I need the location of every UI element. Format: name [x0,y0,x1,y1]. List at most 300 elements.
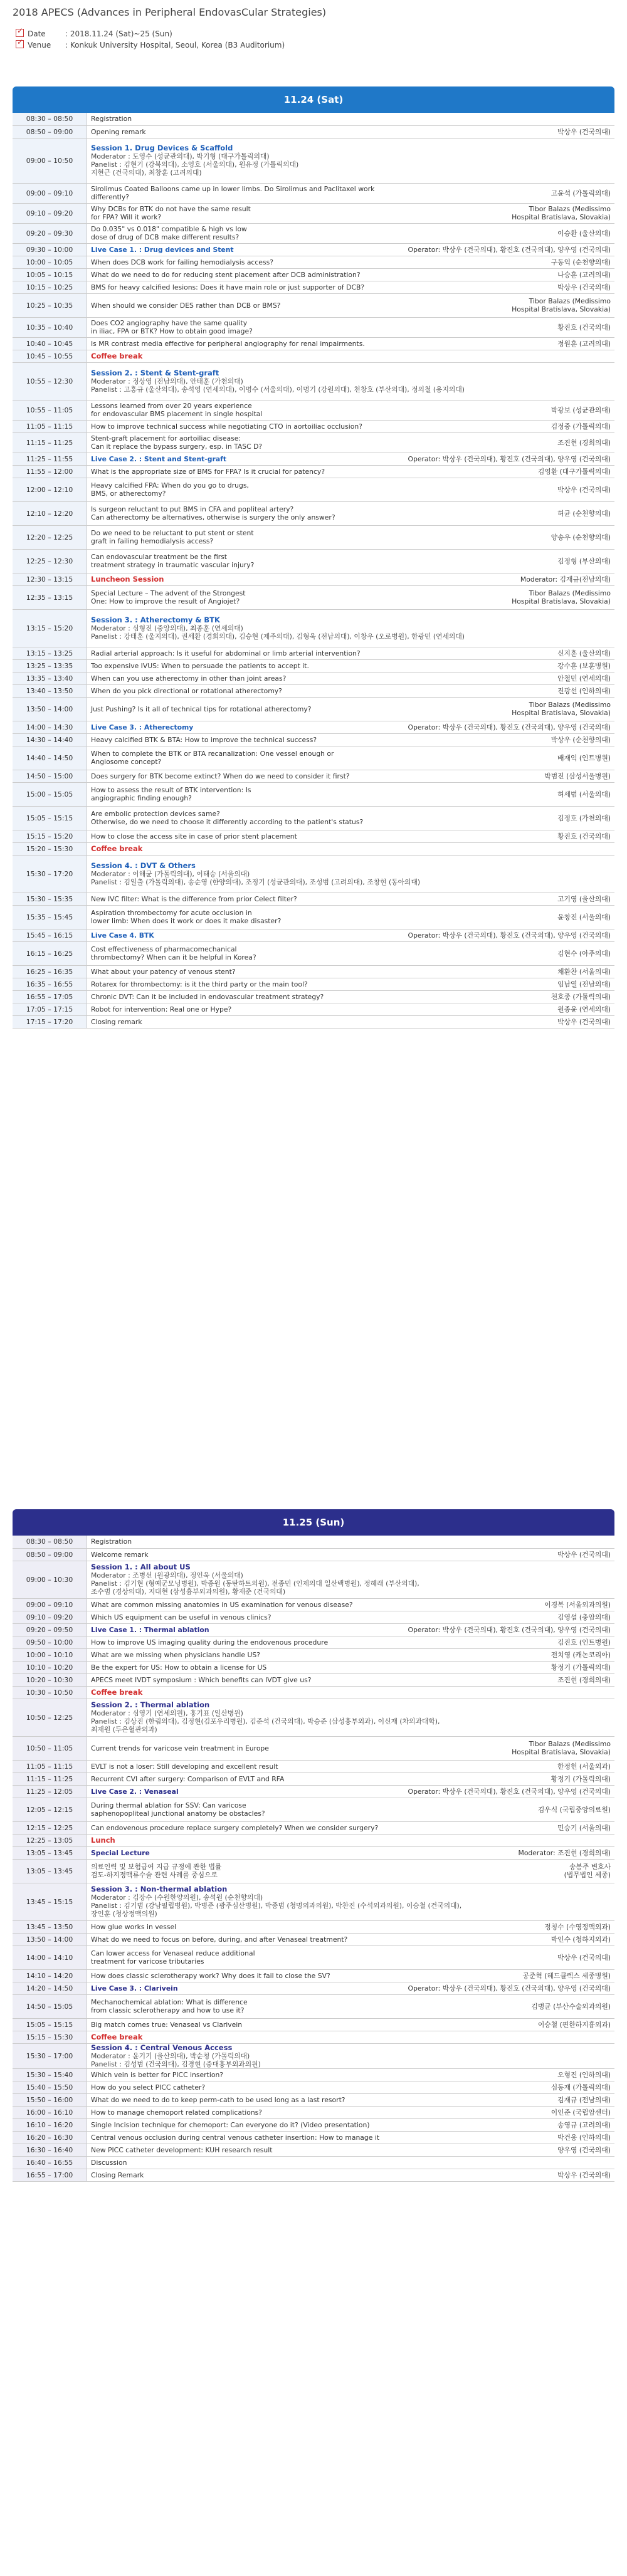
talk-title: Closing remark [91,1017,142,1026]
schedule-row [13,256,614,268]
talk-title: Is surgeon reluctant to put BMS in CFA and popliteal artery? Can atherectomy be alternatives, otherwise is surgery the only answer? [91,505,335,521]
time-cell: 16:25 – 16:35 [13,965,87,978]
talk-row [91,1663,611,1672]
talk-row [91,2033,611,2041]
talk-title: Big match comes true: Venaseal vs Clarivein [91,2020,243,2029]
live-case-title: Live Case 1. : Drug devices and Stent [91,245,234,254]
talk-cell [87,1673,615,1686]
schedule-row [13,2131,614,2144]
talk-row [91,1651,611,1659]
talk-title: What is the appropriate size of BMS for FPA? Is it crucial for patency? [91,467,325,476]
talk-row [91,2121,611,2129]
schedule-row [13,1623,614,1636]
break-label: Coffee break [91,2032,143,2041]
check-icon [16,40,24,48]
time-cell: 15:00 – 15:05 [13,782,87,806]
talk-row [91,128,611,136]
talk-cell [87,501,615,525]
session-moderators: Moderator : 조병선 (원광의대), 정인욱 (서울의대) Panelist : 김기현 (형예군모닝병원), 박종원 (동탄하트의원), 전종민 (인제의대 일산백병원), 정혜래 (부산의대), 조수범 (경상의대), 지대현 (삼성흉부외과의원), 황재준 (건국의대) [91,1571,419,1596]
schedule-row [13,1821,614,1834]
live-case-cell [87,1623,615,1636]
talk-title: Cost effectiveness of pharmacomechanical thrombectomy? When can it be helpful in Korea? [91,945,256,961]
talk-row [91,945,611,961]
talk-title: Which vein is better for PICC insertion? [91,2070,224,2079]
talk-cell [87,2131,615,2144]
schedule-row [13,183,614,203]
talk-cell [87,1015,615,1028]
talk-cell [87,782,615,806]
talk-cell [87,1760,615,1772]
talk-title: 의료인력 및 보험급여 지급 규정에 관한 법률 검도-하지정맥류수술 관련 사례를 중심으로 [91,1863,222,1879]
talk-cell [87,2018,615,2031]
talk-title: What are we missing when physicians handle US? [91,1650,260,1659]
talk-title: Heavy calcified BTK & BTA: How to improve the technical success? [91,735,317,744]
time-cell: 10:50 – 11:05 [13,1736,87,1760]
session-title: Session 3. : Atherectomy & BTK [91,615,220,624]
break-label: Coffee break [91,844,143,853]
speaker-name: 박상우 (건국의대) [557,485,611,494]
time-cell: 12:25 – 13:05 [13,1834,87,1846]
schedule-row [13,1686,614,1699]
schedule-row [13,138,614,183]
time-cell: 12:05 – 12:15 [13,1798,87,1821]
operator-names: Operator: 박상우 (건국의대), 황진호 (건국의대), 양우영 (건국의대) [408,1984,611,1992]
speaker-name: 허세범 (서울의대) [557,790,611,798]
speaker-name: 조진현 (경희의대) [557,438,611,447]
talk-title: Lessons learned from over 20 years experience for endovascular BMS placement in single hospital [91,402,263,418]
talk-row [91,1788,611,1796]
speaker-name: 신지훈 (울산의대) [557,649,611,657]
speaker-name: 김재규 (전남의대) [557,2095,611,2104]
schedule-row [13,978,614,990]
talk-cell [87,183,615,203]
schedule-row [13,350,614,362]
session-moderators: Moderator : 심영기 (연세의원), 홍기표 (일산병원) Panelist : 김상진 (한림의대), 김정현(김포우리병원), 김준석 (건국의대), 박승준 (삼성흉부외과), 이신재 (차의과대학), 최재원 (두은혈관외과) [91,1709,440,1734]
talk-row [91,505,611,521]
speaker-name: 박광보 (성균관의대) [551,406,611,414]
time-cell: 14:10 – 14:20 [13,1969,87,1982]
talk-cell [87,905,615,929]
talk-row [91,1762,611,1771]
schedule-row [13,1548,614,1561]
talk-title: Central venous occlusion during central venous catheter insertion: How to manage it [91,2133,380,2142]
schedule-row [13,855,614,893]
schedule-row [13,501,614,525]
schedule-row [13,1945,614,1969]
schedule-row [13,2018,614,2031]
session-title: Session 4. : Central Venous Access [91,2043,233,2052]
live-case-cell [87,243,615,256]
schedule-row [13,806,614,830]
time-cell: 10:50 – 12:25 [13,1699,87,1736]
talk-title: Welcome remark [91,1550,149,1559]
time-cell: 13:05 – 13:45 [13,1846,87,1859]
talk-cell [87,1611,615,1623]
speaker-name: 배재익 (인트병원) [557,753,611,762]
talk-title: Do we need to be reluctant to put stent or stent graft in failing hemodialysis access? [91,529,254,545]
time-cell: 10:30 – 10:50 [13,1686,87,1699]
venue-value: : Konkuk University Hospital, Seoul, Korea (B3 Auditorium) [65,41,285,50]
time-cell: 15:30 – 17:20 [13,855,87,893]
talk-row [91,205,611,221]
time-cell: 15:05 – 15:15 [13,2018,87,2031]
talk-title: Just Pushing? Is it all of technical tips for rotational atherectomy? [91,704,312,713]
talk-row [91,1740,611,1756]
day-sun-schedule [13,1509,614,2182]
time-cell: 12:30 – 13:15 [13,573,87,585]
time-cell: 13:35 – 13:40 [13,672,87,684]
schedule-row [13,1834,614,1846]
schedule-row [13,1883,614,1920]
schedule-row [13,317,614,337]
live-case-title: Live Case 3. : Atherectomy [91,723,194,731]
talk-cell [87,1945,615,1969]
talk-row [91,968,611,976]
schedule-row [13,125,614,138]
talk-row [91,674,611,683]
time-cell: 09:00 – 10:50 [13,138,87,183]
talk-cell [87,256,615,268]
talk-row [91,845,611,853]
schedule-row [13,2031,614,2043]
session-title: Session 3. : Non-thermal ablation [91,1885,228,1893]
speaker-name: 송봉주 변호사 (법무법인 세종) [564,1863,611,1879]
page-title: 2018 APECS (Advances in Peripheral EndovasCular Strategies) [13,6,327,18]
schedule-row [13,830,614,842]
schedule-row [13,432,614,453]
talk-cell [87,1772,615,1785]
talk-title: Robot for intervention: Real one or Hype? [91,1005,232,1013]
time-cell: 15:30 – 15:35 [13,893,87,905]
talk-row [91,2171,611,2179]
operator-names: Operator: 박상우 (건국의대), 황진호 (건국의대), 양우영 (건국의대) [408,723,611,731]
speaker-name: Tibor Balazs (Medissimo Hospital Bratislava, Slovakia) [512,589,611,605]
talk-title: What do we need to focus on before, during, and after Venaseal treatment? [91,1935,348,1944]
speaker-name: Tibor Balazs (Medissimo Hospital Bratislava, Slovakia) [512,701,611,717]
talk-cell [87,432,615,453]
talk-row [91,993,611,1001]
talk-cell [87,400,615,420]
talk-row [91,931,611,940]
talk-row [91,810,611,826]
time-cell: 10:15 – 10:25 [13,281,87,293]
talk-cell [87,770,615,782]
talk-title: How to improve technical success while negotiating CTO in aortoiliac occlusion? [91,422,362,431]
talk-title: What do we need to do for reducing stent placement after DCB administration? [91,270,361,279]
time-cell: 08:50 – 09:00 [13,125,87,138]
schedule-row [13,1561,614,1598]
talk-row [91,575,611,584]
time-cell: 10:55 – 11:05 [13,400,87,420]
schedule-row [13,113,614,125]
talk-title: Registration [91,1537,132,1546]
talk-row [91,1972,611,1980]
time-cell: 14:50 – 15:05 [13,1994,87,2018]
talk-row [91,1018,611,1026]
talk-row [91,1998,611,2014]
time-cell: 11:05 – 11:15 [13,1760,87,1772]
time-cell: 12:20 – 12:25 [13,525,87,549]
speaker-name: 박상우 (순천향의대) [551,735,611,744]
talk-title: Can endovenous procedure replace surgery completely? When we consider surgery? [91,1823,379,1832]
session-cell [87,609,615,647]
talk-title: Are embolic protection devices same? Otherwise, do we need to choose it differently according to the patient's status? [91,810,364,826]
talk-title: Can endovascular treatment be the first treatment strategy in traumatic vascular injury? [91,553,255,569]
schedule-row [13,1699,614,1736]
talk-row [91,2071,611,2079]
break-label: Coffee break [91,351,143,360]
speaker-name: 황정기 (가톨릭의대) [551,1663,611,1672]
talk-cell [87,647,615,659]
speaker-name: 윤창진 (서울의대) [557,913,611,921]
talk-cell [87,585,615,609]
schedule-row [13,1536,614,1548]
time-cell: 10:45 – 10:55 [13,350,87,362]
speaker-name: 정칭수 (수영정맥외과) [544,1922,611,1931]
talk-title: How to improve US imaging quality during the endovenous procedure [91,1638,329,1647]
speaker-name: 황정기 (가톨릭의대) [551,1774,611,1783]
live-case-cell [87,453,615,465]
break-cell [87,2031,615,2043]
schedule-row [13,1661,614,1673]
talk-cell [87,2144,615,2156]
talk-row [91,1801,611,1818]
talk-cell [87,203,615,223]
schedule-row [13,893,614,905]
live-case-title: Special Lecture [91,1848,150,1857]
speaker-name: 채환찬 (서울의대) [557,967,611,976]
schedule-row [13,1920,614,1933]
talk-row [91,2083,611,2092]
time-cell: 11:25 – 11:55 [13,453,87,465]
time-cell: 15:05 – 15:15 [13,806,87,830]
talk-cell [87,478,615,501]
time-cell: 10:20 – 10:30 [13,1673,87,1686]
talk-cell [87,317,615,337]
talk-row [91,1601,611,1609]
talk-cell [87,2093,615,2106]
time-cell: 10:25 – 10:35 [13,293,87,317]
schedule-row [13,965,614,978]
date-value: : 2018.11.24 (Sat)~25 (Sun) [65,29,172,38]
talk-row [91,297,611,313]
talk-title: Can lower access for Venaseal reduce additional treatment for varicose tributaries [91,1949,255,1966]
talk-row [91,481,611,498]
speaker-name: 구동익 (순천향의대) [551,258,611,266]
session-cell [87,138,615,183]
talk-row [91,529,611,545]
time-cell: 17:05 – 17:15 [13,1003,87,1015]
talk-title: During thermal ablation for SSV: Can varicose saphenopopliteal junctional anatomy be obstacles? [91,1801,265,1818]
talk-row [91,115,611,123]
schedule-row [13,1598,614,1611]
time-cell: 09:00 – 09:10 [13,183,87,203]
talk-cell [87,465,615,478]
speaker-name: 심동재 (가톨릭의대) [551,2083,611,2092]
time-cell: 11:15 – 11:25 [13,1772,87,1785]
schedule-row [13,1772,614,1785]
talk-cell [87,806,615,830]
session-moderators: Moderator : 심형진 (중앙의대), 최종훈 (연세의대) Panelist : 강태훈 (울지의대), 권세환 (경희의대), 김승현 (제주의대), 김형욱 (전남의대), 이창우 (오로병원), 한광민 (연세의대) [91,624,465,641]
session-cell [87,2043,615,2068]
schedule-row [13,223,614,243]
time-cell: 15:45 – 16:15 [13,929,87,941]
speaker-name: Moderator: 김재규(전남의대) [520,575,611,584]
break-cell [87,842,615,855]
day-sat-header: 11.24 (Sat) [13,86,614,113]
speaker-name: 김우식 (국립중앙의료원) [537,1805,611,1814]
talk-row [91,1551,611,1559]
operator-names: Operator: 박상우 (건국의대), 황진호 (건국의대), 양우영 (건국의대) [408,1787,611,1796]
schedule-row [13,1611,614,1623]
time-cell: 13:45 – 13:50 [13,1920,87,1933]
talk-title: Opening remark [91,127,146,136]
schedule-row [13,684,614,697]
talk-cell [87,2169,615,2181]
talk-row [91,1689,611,1697]
session-cell [87,1561,615,1598]
talk-title: How glue works in vessel [91,1922,177,1931]
talk-title: New PICC catheter development: KUH research result [91,2145,273,2154]
time-cell: 14:00 – 14:30 [13,721,87,733]
operator-names: Operator: 박상우 (건국의대), 황진호 (건국의대), 양우영 (건국의대) [408,1625,611,1634]
speaker-name: 정원훈 (고려의대) [557,339,611,348]
schedule-row [13,746,614,770]
venue-line [16,40,285,50]
speaker-name: 양우영 (건국의대) [557,2145,611,2154]
talk-row [91,1923,611,1931]
time-cell: 09:00 – 09:10 [13,1598,87,1611]
talk-title: Rotarex for thrombectomy: is it the third party or the main tool? [91,980,308,988]
time-cell: 11:05 – 11:15 [13,420,87,432]
speaker-name: 이인준 (국립암센터) [551,2108,611,2117]
talk-row [91,832,611,840]
schedule-row [13,585,614,609]
time-cell: 15:40 – 15:50 [13,2081,87,2093]
schedule-row [13,293,614,317]
speaker-name: 김정호 (가천의대) [557,814,611,822]
schedule-row [13,1673,614,1686]
session-title: Session 4. : DVT & Others [91,861,196,870]
talk-title: Closing Remark [91,2170,144,2179]
talk-title: When should we consider DES rather than DCB or BMS? [91,301,281,310]
schedule-row [13,2106,614,2118]
talk-cell [87,1636,615,1648]
time-cell: 13:45 – 15:15 [13,1883,87,1920]
talk-title: APECS meet IVDT symposium : Which benefits can IVDT give us? [91,1675,312,1684]
schedule-row [13,672,614,684]
break-cell [87,573,615,585]
talk-cell [87,672,615,684]
talk-title: When can you use atherectomy in other than joint areas? [91,674,287,683]
schedule-row [13,1994,614,2018]
speaker-name: Tibor Balazs (Medissimo Hospital Bratislava, Slovakia) [512,205,611,221]
speaker-name: 이승환 (울산의대) [557,229,611,238]
live-case-title: Live Case 2. : Stent and Stent-graft [91,454,226,463]
schedule-row [13,647,614,659]
schedule-row [13,1846,614,1859]
date-line [16,29,172,38]
time-cell: 13:50 – 14:00 [13,1933,87,1945]
speaker-name: 강수훈 (보훈병원) [557,661,611,670]
speaker-name: 박인수 (청하지외과) [551,1935,611,1944]
live-case-title: Live Case 2. : Venaseal [91,1787,179,1796]
talk-row [91,895,611,903]
talk-title: How to assess the result of BTK intervention: Is angiographic finding enough? [91,786,251,802]
talk-row [91,434,611,451]
talk-row [91,662,611,670]
time-cell: 15:30 – 15:40 [13,2068,87,2081]
time-cell: 09:00 – 10:30 [13,1561,87,1598]
talk-cell [87,1736,615,1760]
talk-row [91,909,611,925]
time-cell: 12:10 – 12:20 [13,501,87,525]
speaker-name: 한정헌 (서울외과) [557,1762,611,1771]
schedule-row [13,2144,614,2156]
speaker-name: 공준혁 (헤드클렉스 세종병원) [522,1971,611,1980]
talk-cell [87,1536,615,1548]
session-moderators: Moderator : 정상영 (전남의대), 안태훈 (가천의대) Panelist : 고홍규 (울산의대), 송석영 (연세의대), 이명수 (서울의대), 이명기 (강원의대), 천창호 (부산의대), 정의철 (용지의대) [91,377,465,394]
speaker-name: 조진현 (경희의대) [557,1675,611,1684]
talk-row [91,2146,611,2154]
schedule-row [13,525,614,549]
talk-cell [87,1859,615,1883]
talk-row [91,422,611,431]
time-cell: 13:40 – 13:50 [13,684,87,697]
time-cell: 10:00 – 10:10 [13,1648,87,1661]
talk-cell [87,1821,615,1834]
schedule-row [13,453,614,465]
talk-row [91,258,611,266]
schedule-row [13,478,614,501]
break-cell [87,1834,615,1846]
time-cell: 09:30 – 10:00 [13,243,87,256]
talk-row [91,1863,611,1879]
session-moderators: Moderator : 윤기기 (울산의대), 박순청 (가톨릭의대) Panelist : 김성범 (건국의대), 김경현 (중대흉부외과의원) [91,2051,261,2068]
day-sun-header: 11.25 (Sun) [13,1509,614,1536]
time-cell: 13:15 – 13:25 [13,647,87,659]
talk-row [91,1836,611,1845]
time-cell: 12:35 – 13:15 [13,585,87,609]
session-title: Session 1. Drug Devices & Scaffold [91,144,233,152]
time-cell: 11:55 – 12:00 [13,465,87,478]
talk-title: Why DCBs for BTK do not have the same result for FPA? Will it work? [91,205,251,221]
schedule-row [13,465,614,478]
schedule-row [13,905,614,929]
schedule-row [13,770,614,782]
talk-cell [87,2068,615,2081]
talk-row [91,589,611,605]
time-cell: 13:25 – 13:35 [13,659,87,672]
live-case-cell [87,929,615,941]
session-cell [87,855,615,893]
talk-row [91,687,611,695]
talk-title: How do you select PICC catheter? [91,2083,206,2092]
break-label: Luncheon Session [91,574,164,584]
talk-cell [87,1920,615,1933]
speaker-name: 오형진 (인하의대) [557,2070,611,2079]
time-cell: 15:35 – 15:45 [13,905,87,929]
speaker-name: 박범진 (삼성서울병원) [544,772,611,780]
talk-row [91,1949,611,1966]
operator-names: Operator: 박상우 (건국의대), 황진호 (건국의대), 양우영 (건국의대) [408,931,611,940]
talk-cell [87,1548,615,1561]
talk-row [91,468,611,476]
talk-row [91,1537,611,1546]
schedule-row [13,1982,614,1994]
schedule-row [13,721,614,733]
speaker-name: 고윤석 (가톨릭의대) [551,189,611,197]
